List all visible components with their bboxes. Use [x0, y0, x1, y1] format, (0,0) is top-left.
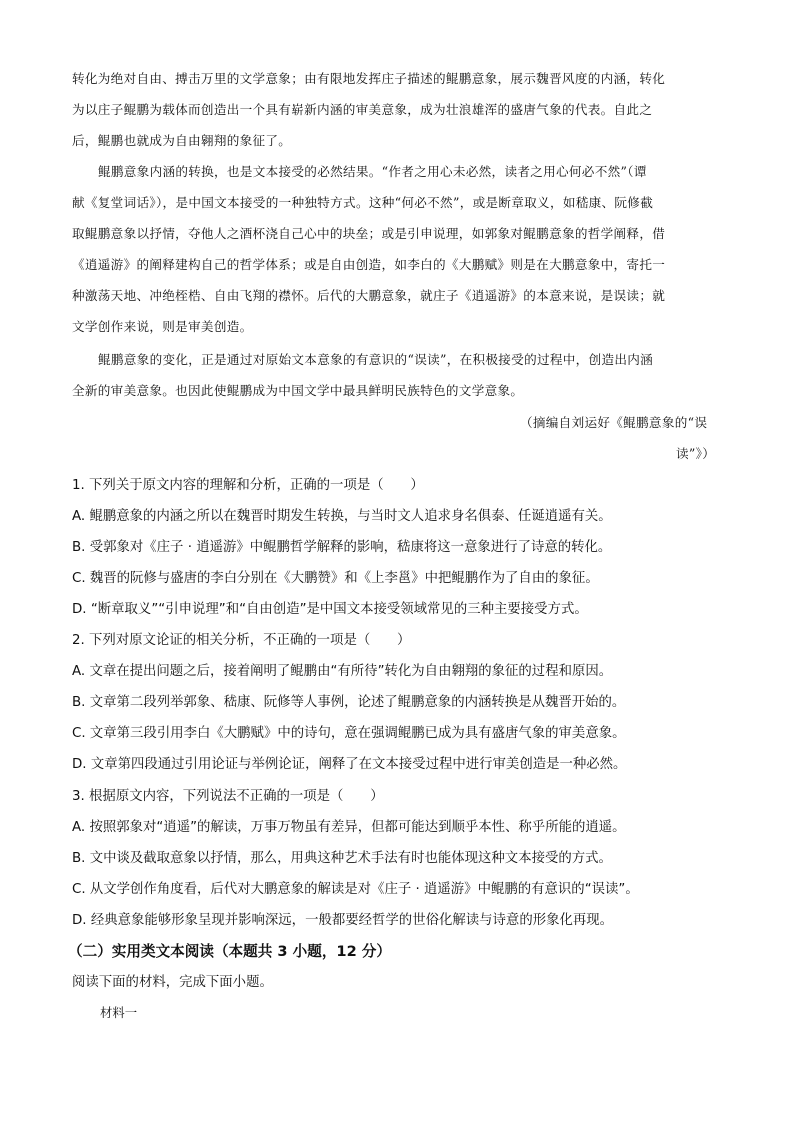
question-2-option-b: B. 文章第二段列举郭象、嵇康、阮修等人事例，论述了鲲鹏意象的内涵转换是从魏晋开始的。	[72, 695, 626, 710]
question-1-option-b: B. 受郭象对《庄子 · 逍遥游》中鲲鹏哲学解释的影响，嵇康将这一意象进行了诗意的转化。	[72, 540, 612, 555]
question-3-option-a: A. 按照郭象对“逍遥”的解读，万事万物虽有差异，但都可能达到顺乎本性、称乎所能的逍遥。	[72, 820, 626, 835]
question-3-option-b: B. 文中谈及截取意象以抒情，那么，用典这种艺术手法有时也能体现这种文本接受的方式。	[72, 851, 612, 866]
passage-line: 后，鲲鹏也就成为自由翱翔的象征了。	[72, 133, 292, 148]
source-citation: （摘编自刘运好《鲲鹏意象的“误	[520, 415, 708, 430]
passage-line: 《逍遥游》的阐释建构自己的哲学体系；或是自由创造，如李白的《大鹏赋》则是在大鹏意象中，寄托一	[72, 257, 666, 272]
passage-line: 献《复堂词话》），是中国文本接受的一种独特方式。这种“何必不然”，或是断章取义，如嵇康、阮修截	[72, 195, 654, 210]
section-instruction: 阅读下面的材料，完成下面小题。	[72, 975, 273, 990]
question-3-option-d: D. 经典意象能够形象呈现并影响深远，一般都要经哲学的世俗化解读与诗意的形象化再现。	[72, 913, 614, 928]
passage-line: 文学创作来说，则是审美创造。	[72, 319, 253, 334]
passage-line: 为以庄子鲲鹏为载体而创造出一个具有崭新内涵的审美意象，成为壮浪雄浑的盛唐气象的代表。自此之	[72, 102, 653, 117]
question-2-option-c: C. 文章第三段引用李白《大鹏赋》中的诗句，意在强调鲲鹏已成为具有盛唐气象的审美意象。	[72, 726, 626, 741]
passage-line: 种激荡天地、冲绝桎梏、自由飞翔的襟怀。后代的大鹏意象，就庄子《逍遥游》的本意来说，是误读；就	[72, 288, 666, 303]
material-label: 材料一	[100, 1005, 138, 1020]
question-stem-1: 1. 下列关于原文内容的理解和分析，正确的一项是（ ）	[72, 478, 424, 493]
question-1-option-c: C. 魏晋的阮修与盛唐的李白分别在《大鹏赞》和《上李邕》中把鲲鹏作为了自由的象征。	[72, 571, 599, 586]
question-1-option-d: D. “断章取义”“引申说理”和“自由创造”是中国文本接受领域常见的三种主要接受方式。	[72, 602, 588, 617]
section-heading: （二）实用类文本阅读（本题共 3 小题，12 分）	[68, 943, 391, 960]
question-stem-2: 2. 下列对原文论证的相关分析，不正确的一项是（ ）	[72, 633, 411, 648]
source-citation-cont: 读”》）	[676, 446, 716, 461]
passage-line: 取鲲鹏意象以抒情，夺他人之酒杯浇自己心中的块垒；或是引申说理，如郭象对鲲鹏意象的哲学阐释，借	[72, 226, 666, 241]
passage-line: 鲲鹏意象内涵的转换，也是文本接受的必然结果。“作者之用心未必然，读者之用心何必不然”（谭	[98, 164, 647, 179]
question-1-option-a: A. 鲲鹏意象的内涵之所以在魏晋时期发生转换，与当时文人追求身名俱泰、任诞逍遥有关。	[72, 509, 612, 524]
passage-line: 转化为绝对自由、搏击万里的文学意象；由有限地发挥庄子描述的鲲鹏意象，展示魏晋风度的内涵，转化	[72, 71, 666, 86]
passage-line: 全新的审美意象。也因此使鲲鹏成为中国文学中最具鲜明民族特色的文学意象。	[72, 383, 524, 398]
question-2-option-a: A. 文章在提出问题之后，接着阐明了鲲鹏由“有所待”转化为自由翱翔的象征的过程和原因。	[72, 664, 613, 679]
passage-line: 鲲鹏意象的变化，正是通过对原始文本意象的有意识的“误读”，在积极接受的过程中，创造出内涵	[98, 352, 654, 367]
question-2-option-d: D. 文章第四段通过引用论证与举例论证，阐释了在文本接受过程中进行审美创造是一种必然。	[72, 757, 627, 772]
question-3-option-c: C. 从文学创作角度看，后代对大鹏意象的解读是对《庄子 · 逍遥游》中鲲鹏的有意识的“误读”。	[72, 882, 639, 897]
question-stem-3: 3. 根据原文内容，下列说法不正确的一项是（ ）	[72, 789, 384, 804]
